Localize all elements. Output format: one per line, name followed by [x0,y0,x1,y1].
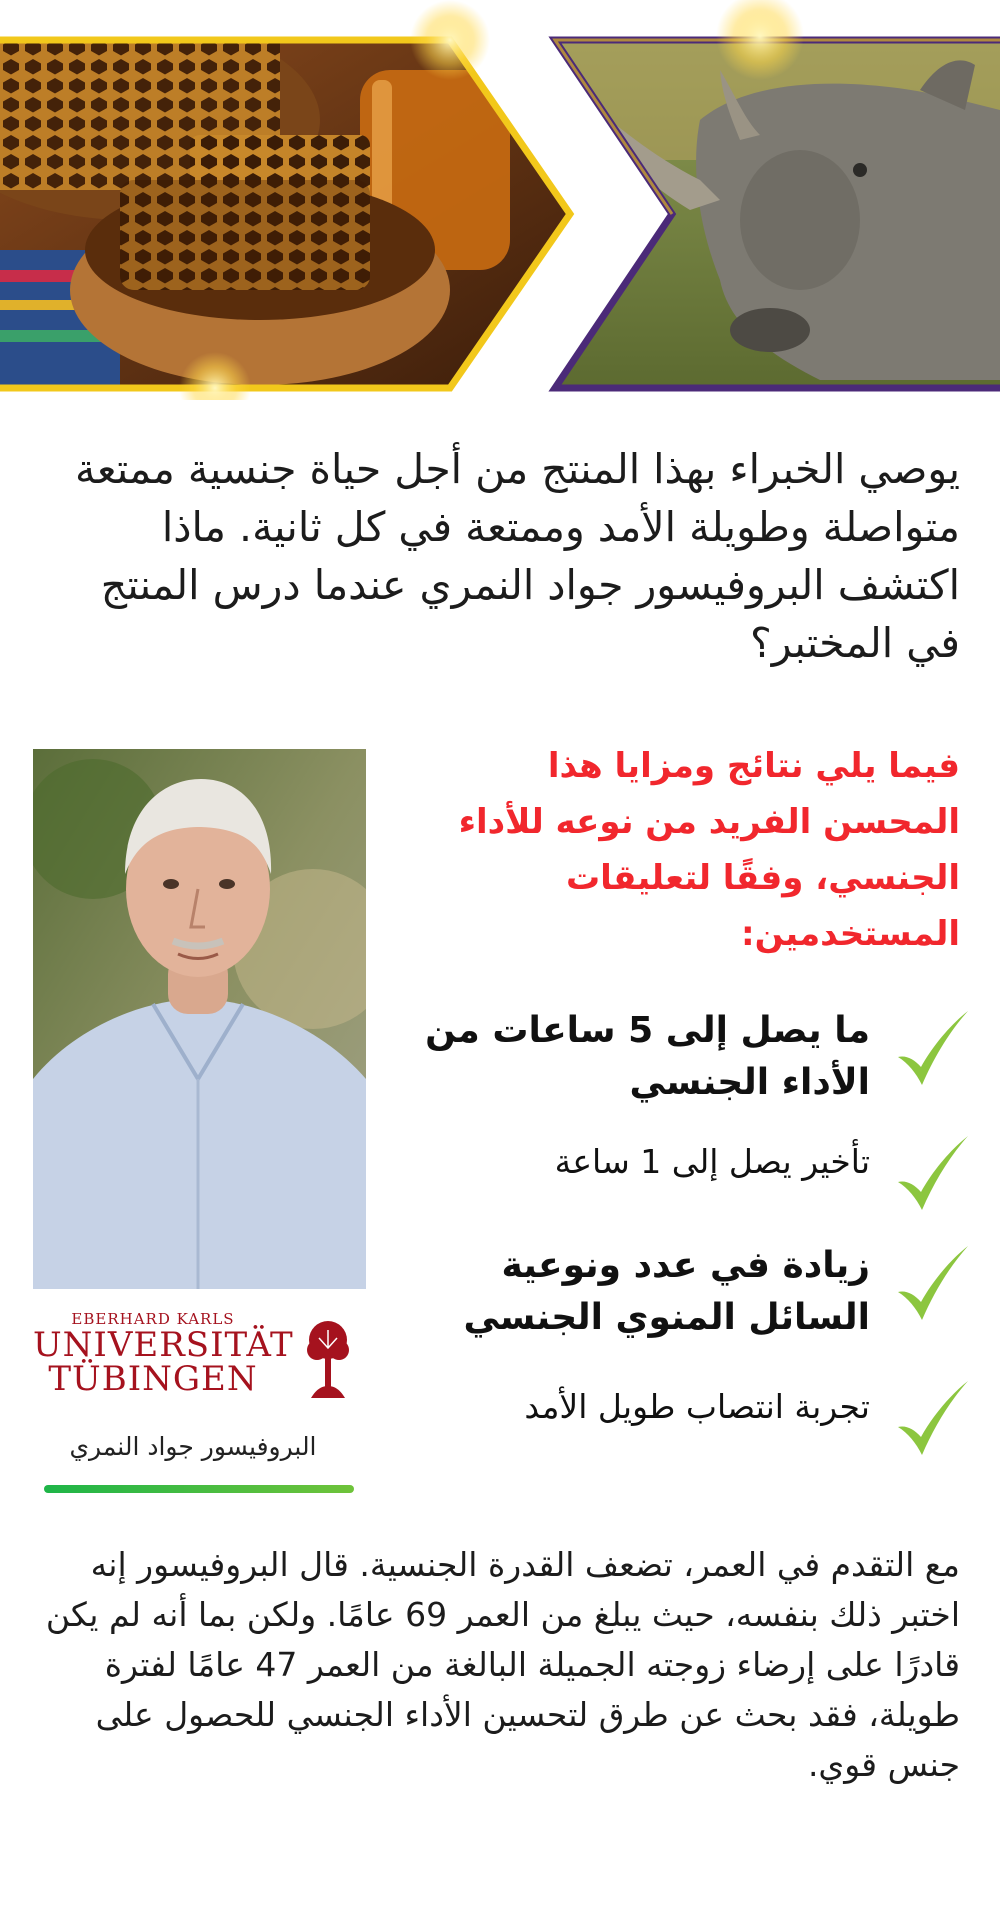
benefits-heading: فيما يلي نتائج ومزايا هذا المحسن الفريد من نوعه للأداء الجنسي، وفقًا لتعليقات المستخدمين: [458,746,960,954]
tree-emblem-icon [305,1318,351,1400]
check-mark-icon [892,1240,970,1328]
honey-image [0,20,580,390]
professor-photo [33,749,366,1289]
hero-images [0,0,1000,400]
caption-underline [44,1485,354,1493]
story-paragraph: مع التقدم في العمر، تضعف القدرة الجنسية. قال البروفيسور إنه اختبر ذلك بنفسه، حيث يبلغ من العمر 69 عامًا. ولكن بما أنه لم يكن قادرًا على إرضاء زوجته الجميلة البالغة من العمر 47 عامًا لفترة طويلة، فقد بحث عن طرق لتحسين الأداء الجنسي للحصول على جنس قوي. [45,1545,960,1784]
check-mark-icon [892,1130,970,1218]
university-line-2: UNIVERSITÄT [33,1325,294,1365]
check-mark-icon [892,1375,970,1463]
benefit-item-1 [400,1005,970,1105]
benefit-text: زيادة في عدد ونوعية السائل المنوي الجنسي [463,1245,870,1338]
university-line-3: TÜBINGEN [48,1359,258,1399]
university-line-1: EBERHARD KARLS [71,1310,235,1328]
benefit-item-3 [400,1240,970,1340]
benefit-text: ما يصل إلى 5 ساعات من الأداء الجنسي [425,1010,870,1103]
university-wordmark [33,1310,294,1399]
rhino-image [550,40,1000,390]
benefit-item-2 [400,1130,970,1230]
hero-banner [0,0,1000,400]
benefit-item-4 [400,1375,970,1475]
university-logo [33,1310,373,1430]
intro-paragraph: يوصي الخبراء بهذا المنتج من أجل حياة جنسية ممتعة متواصلة وطويلة الأمد وممتعة في كل ثانية. ماذا اكتشف البروفيسور جواد النمري عندما درس المنتج في المختبر؟ [75,445,960,667]
check-mark-icon [892,1005,970,1093]
professor-caption: البروفيسور جواد النمري [69,1432,317,1461]
benefit-text: تجربة انتصاب طويل الأمد [524,1387,870,1426]
benefit-text: تأخير يصل إلى 1 ساعة [554,1142,870,1181]
